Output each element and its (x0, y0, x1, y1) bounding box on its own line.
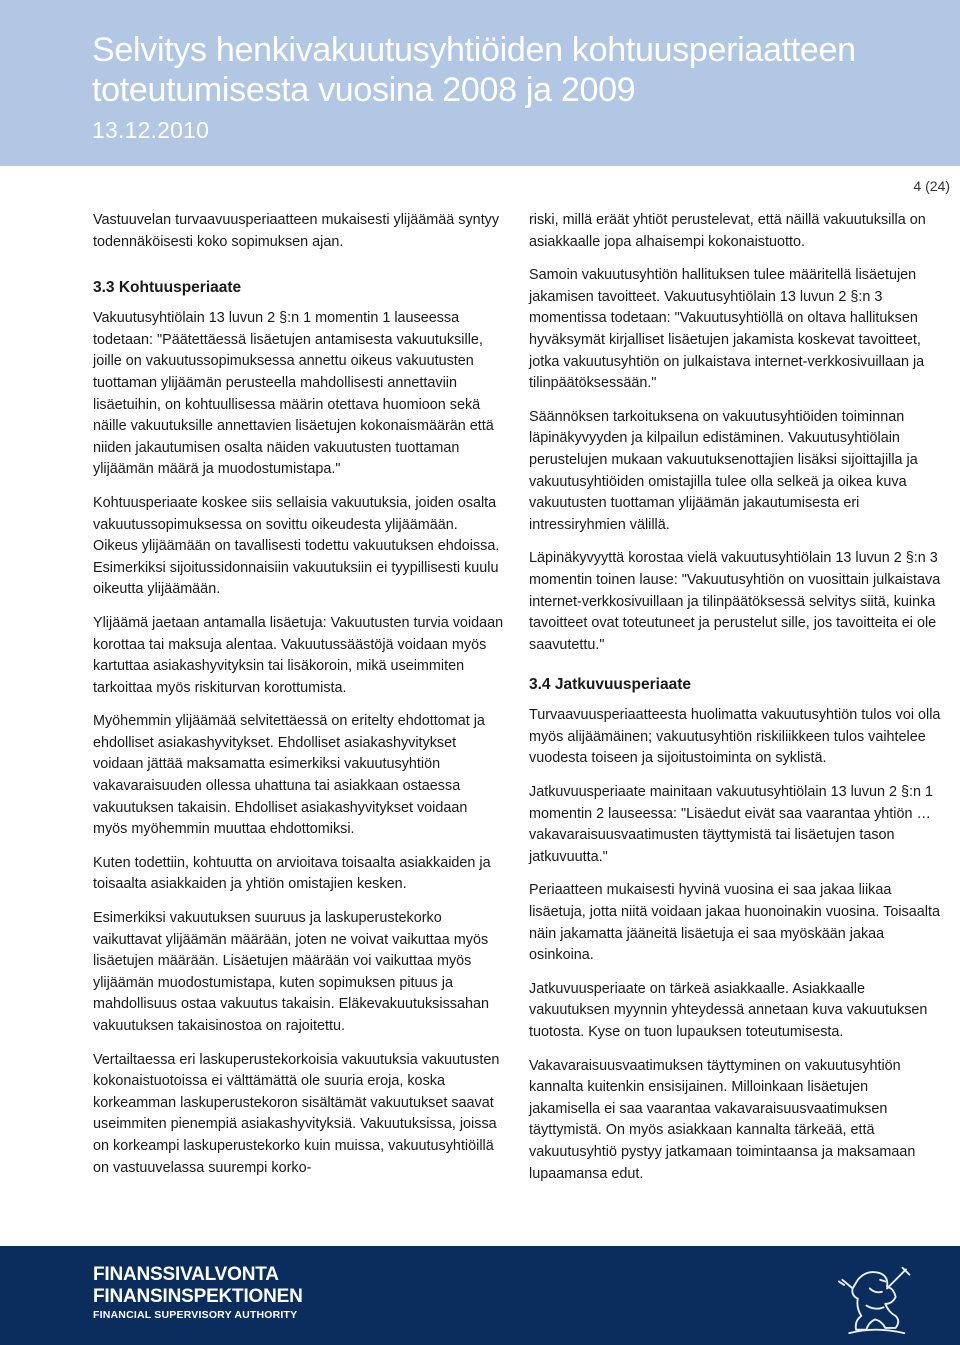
left-column (93, 210, 505, 1191)
paragraph: riski, millä eräät yhtiöt perustelevat, että näillä vakuutuksilla on asiakkaalle jopa alhaisempi kokonaistuotto. (529, 212, 926, 250)
paragraph: Jatkuvuusperiaate on tärkeä asiakkaalle. Asiakkaalle vakuutuksen myynnin yhteydessä annetaan kuva vakuutuksen tuotosta. Kyse on tuon lupauksen toteutumisesta. (529, 980, 928, 1040)
paragraph: Ylijäämä jaetaan antamalla lisäetuja: Vakuutusten turvia voidaan korottaa tai maksuja alentaa. Vakuutussäästöjä voidaan myös kartuttaa asiakashyvityksin tai lisäkoroin, mikä useimmiten tarkoittaa myös riskiturvan korottumista. (93, 614, 504, 696)
brand-logo (93, 1264, 303, 1323)
page-number: 4 (24) (913, 178, 950, 194)
paragraph: Kuten todettiin, kohtuutta on arvioitava toisaalta asiakkaiden ja toisaalta asiakkaiden ja yhtiön omistajien kesken. (93, 854, 491, 893)
document-footer (0, 1246, 960, 1345)
paragraph: Esimerkiksi vakuutuksen suuruus ja laskuperustekorko vaikuttavat ylijäämän määrään, joten ne voivat vaikuttaa myös lisäetujen määrään. Lisäetujen määrään voi vaikuttaa myös ylijäämän muodostumistapa, kuten sopimuksen pituus ja mahdollisuus ostaa vakuutus takaisin. Eläkevakuutuksissahan vakuutuksen takaisinostoa on rajoitettu. (93, 910, 489, 1034)
paragraph: Jatkuvuusperiaate mainitaan vakuutusyhtiölain 13 luvun 2 §:n 1 momentin 2 lauseessa: "Lisäedut eivät saa vaarantaa yhtiön … vakavaraisuusvaatimusten täyttymistä tai lisäetujen tason jatkuvuutta." (529, 784, 933, 865)
paragraph: Vastuuvelan turvaavuusperiaatteen mukaisesti ylijäämää syntyy todennäköisesti koko sopimuksen ajan. (93, 212, 500, 250)
finnish-lion-emblem-icon (832, 1254, 918, 1340)
paragraph: Kohtuusperiaate koskee siis sellaisia vakuutuksia, joiden osalta vakuutussopimuksessa on sovittu oikeudesta ylijäämään. Oikeus ylijäämään on tavallisesti todettu vakuutuksen ehdoissa. Esimerkiksi sijoitussidonnaisiin vakuutuksiin ei tyypillisesti kuulu oikeutta ylijäämään. (93, 494, 500, 598)
section-heading-3-3: 3.3 Kohtuusperiaate (93, 279, 242, 297)
paragraph: Säännöksen tarkoituksena on vakuutusyhtiöiden toiminnan läpinäkyvyyden ja kilpailun edistäminen. Vakuutusyhtiölain perustelujen mukaan vakuutuksenottajien lisäksi sijoittajilla ja vakuutusyhtiöiden omistajilla tulee olla selkeä ja oikea kuva vakuutusten tuottaman ylijäämän jakautumisesta eri intressiryhmien välillä. (529, 408, 918, 533)
right-column (529, 210, 941, 1197)
brand-name-fi: FINANSSIVALVONTA (93, 1264, 279, 1285)
paragraph: Läpinäkyvyyttä korostaa vielä vakuutusyhtiölain 13 luvun 2 §:n 3 momentin toinen lause: "Vakuutusyhtiön on vuosittain julkaistava internet-verkkosivuillaan ja tilinpäätöksessä selvitys siitä, kuinka tavoitteet ovat toteutuneet ja perustelut sille, jos tavoitteita ei ole saavutettu." (529, 550, 941, 653)
paragraph: Vakuutusyhtiölain 13 luvun 2 §:n 1 momentin 1 lauseessa todetaan: "Päätettäessä lisäetujen antamisesta vakuutuksille, joille on vakuutussopimuksessa annettu oikeus vakuutusten tuottaman ylijäämän perusteella mahdollisesti annettaviin lisäetuihin, on kohtuullisessa määrin otettava huomioon sekä näille vakuutuksille annettavien lisäetujen kokonaismäärän että niiden jakautumisen osalta näiden vakuutusten tuottaman ylijäämän määrä ja muodostumistapa." (93, 310, 494, 478)
section-heading-3-4: 3.4 Jatkuvuusperiaate (529, 676, 691, 694)
document-header (0, 0, 960, 166)
paragraph: Turvaavuusperiaatteesta huolimatta vakuutusyhtiön tulos voi olla myös alijäämäinen; vakuutusyhtiön riskiliikkeen tulos vaihtelee vuodesta toiseen ja sijoitustoiminta on syklistä. (529, 707, 941, 767)
paragraph: Periaatteen mukaisesti hyvinä vuosina ei saa jakaa liikaa lisäetuja, jotta niitä voidaan jakaa huonoinakin vuosina. Toisaalta näin jakamatta jääneitä lisäetuja ei saa myöskään jakaa osinkoina. (529, 882, 940, 964)
document-date: 13.12.2010 (92, 117, 210, 143)
document-title: Selvitys henkivakuutusyhtiöiden kohtuusperiaatteen toteutumisesta vuosina 2008 ja 2009 (92, 31, 856, 109)
paragraph: Myöhemmin ylijäämää selvitettäessä on eritelty ehdottomat ja ehdolliset asiakashyvitykset. Ehdolliset asiakashyvitykset voidaan jättää maksamatta esimerkiksi vakuutusyhtiön vakavaraisuuden ollessa uhattuna tai asiakkaan ostaessa vakuutuksen takaisin. Ehdolliset asiakashyvitykset voidaan myös myöhemmin muuttaa ehdottomiksi. (93, 713, 485, 838)
paragraph: Vakavaraisuusvaatimuksen täyttyminen on vakuutusyhtiön kannalta kuitenkin ensisijainen. Milloinkaan lisäetujen jakamisella ei saa vaarantaa vakavaraisuusvaatimuksen täyttymistä. On myös asiakkaan kannalta tärkeää, että vakuutusyhtiö pystyy jatkamaan toimintaansa ja maksamaan lupaamansa edut. (529, 1057, 916, 1182)
brand-name-sv: FINANSINSPEKTIONEN (93, 1286, 303, 1307)
paragraph: Samoin vakuutusyhtiön hallituksen tulee määritellä lisäetujen jakamisen tavoitteet. Vakuutusyhtiölain 13 luvun 2 §:n 3 momentissa todetaan: "Vakuutusyhtiöllä on oltava hallituksen hyväksymät kirjalliset lisäetujen jakamista koskevat tavoitteet, jotka vakuutusyhtiön on julkaistava internet-verkkosivuillaan ja tilinpäätöksessään." (529, 267, 925, 392)
paragraph: Vertailtaessa eri laskuperustekorkoisia vakuutuksia vakuutusten kokonaistuotoissa ei välttämättä ole suuria eroja, koska korkeamman laskuperustekoron sisältämät vakuutukset saavat useimmiten pienempiä asiakashyvityksiä. Vakuutuksissa, joissa on korkeampi laskuperustekorko kuin muissa, vakuutusyhtiöillä on vastuuvelassa suurempi korko- (93, 1051, 500, 1176)
brand-name-en: FINANCIAL SUPERVISORY AUTHORITY (93, 1309, 298, 1321)
